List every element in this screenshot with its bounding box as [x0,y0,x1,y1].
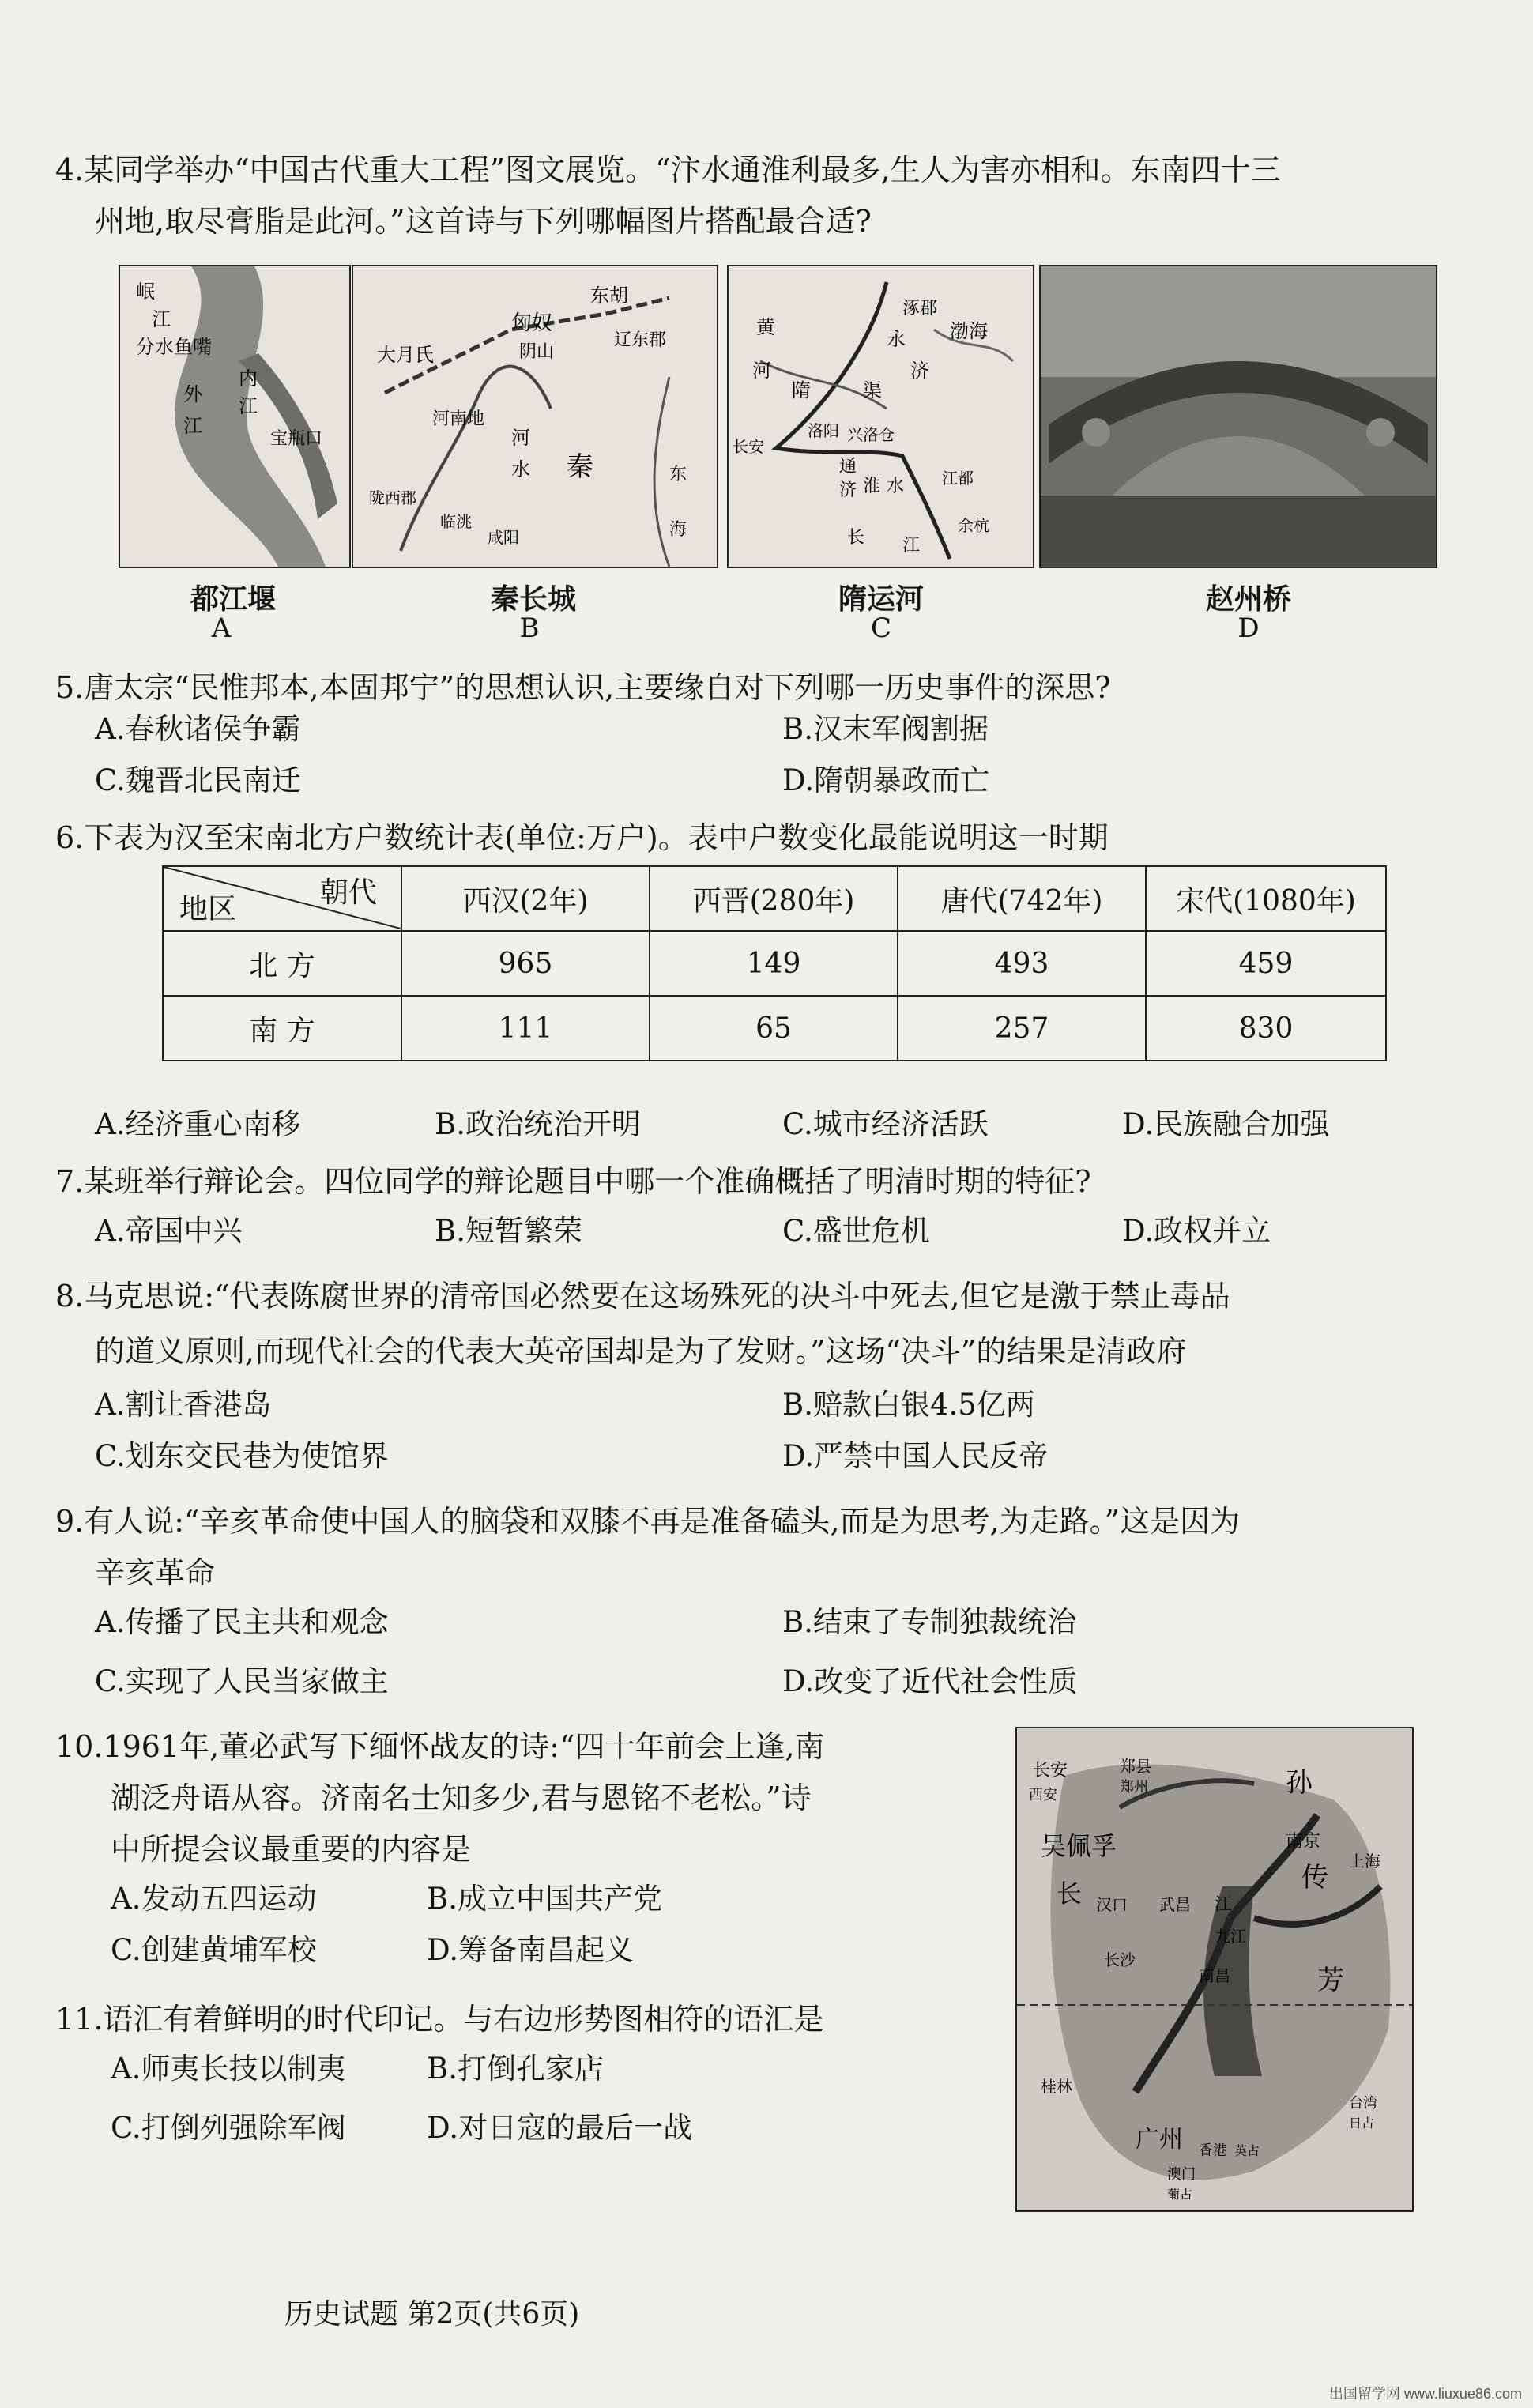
corner-bottom-label: 地区 [179,893,237,925]
q8-stem-line2: 的道义原则,而现代社会的代表大英帝国却是为了发财。”这场“决斗”的结果是清政府 [95,1334,1187,1369]
map-label: 岷 [136,281,155,303]
map-label: 大月氏 [377,344,434,366]
map-label: 水 [887,477,905,496]
q11-stem: 11.语汇有着鲜明的时代印记。与右边形势图相符的语汇是 [55,2002,824,2037]
map-label: 临洮 [440,512,472,531]
table-cell: 459 [1146,931,1386,996]
map-label: 东胡 [590,285,628,307]
q5-stem: 5.唐太宗“民惟邦本,本固邦宁”的思想认识,主要缘自对下列哪一历史事件的深思? [55,670,1111,705]
map-label: 广州 [1136,2126,1183,2154]
map-label: 辽东郡 [614,330,667,350]
map-label: 桂林 [1041,2077,1072,2096]
table-row [163,931,1386,996]
map-label: 匈奴 [511,311,553,335]
q6-stem: 6.下表为汉至宋南北方户数统计表(单位:万户)。表中户数变化最能说明这一时期 [55,820,1109,855]
watermark: 出国留学网 www.liuxue86.com [1328,2386,1522,2402]
map-label: 洛阳 [808,421,839,440]
q9-stem-line2: 辛亥革命 [95,1555,216,1590]
image-c-letter: C [870,612,891,644]
q9-option-d[interactable]: D.改变了近代社会性质 [782,1664,1078,1698]
q9-option-c[interactable]: C.实现了人民当家做主 [95,1664,389,1698]
map-label: 台湾 [1349,2095,1377,2112]
map-label: 长 [1057,1879,1083,1909]
map-label: 隋 [792,379,811,401]
map-label: 渠 [863,379,882,401]
q5-option-b[interactable]: B.汉末军阀割据 [782,712,989,746]
row-label: 北 方 [163,931,401,996]
q8-option-b[interactable]: B.赔款白银4.5亿两 [782,1388,1035,1422]
map-label: 秦 [567,451,593,483]
map-label: 江 [183,415,202,437]
map-label: 上海 [1349,1852,1380,1871]
table-header: 西汉(2年) [401,866,650,931]
q7-option-c[interactable]: C.盛世危机 [782,1214,930,1248]
image-b-caption: 秦长城 [490,582,576,616]
q10-stem-line3: 中所提会议最重要的内容是 [111,1832,472,1867]
q9-option-a[interactable]: A.传播了民主共和观念 [95,1605,389,1639]
table-cell: 149 [650,931,898,996]
image-d-caption: 赵州桥 [1205,582,1291,616]
table-cell: 830 [1146,996,1386,1061]
q8-option-c[interactable]: C.划东交民巷为使馆界 [95,1439,389,1473]
table-cell: 111 [401,996,650,1061]
map-label: 南昌 [1199,1966,1230,1985]
table-cell: 965 [401,931,650,996]
q10-stem-line2: 湖泛舟语从容。济南名士知多少,君与恩铭不老松。”诗 [111,1781,812,1815]
zhaozhou-bridge-drawing [1041,266,1436,567]
q7-option-b[interactable]: B.短暂繁荣 [435,1214,582,1248]
q5-option-c[interactable]: C.魏晋北民南迁 [95,763,301,797]
image-c-caption: 隋运河 [838,582,924,616]
map-label: 渤海 [950,320,988,342]
q6-option-d[interactable]: D.民族融合加强 [1122,1107,1330,1141]
map-label: 外 [183,383,202,405]
table-cell: 257 [898,996,1146,1061]
map-label: 郑州 [1120,1779,1148,1796]
q5-option-d[interactable]: D.隋朝暴政而亡 [782,763,990,797]
household-table [162,865,1387,1061]
map-label: 江 [239,395,258,417]
page-footer: 历史试题 第2页(共6页) [284,2298,580,2331]
map-label: 余杭 [958,516,989,535]
map-label: 水 [511,458,530,480]
map-label: 永 [887,328,906,350]
q8-option-d[interactable]: D.严禁中国人民反帝 [782,1439,1049,1473]
table-header: 唐代(742年) [898,866,1146,931]
q6-option-b[interactable]: B.政治统治开明 [435,1107,641,1141]
q7-option-a[interactable]: A.帝国中兴 [95,1214,243,1248]
map-label: 江都 [942,469,974,488]
qin-great-wall-map [352,265,718,568]
map-label: 河 [511,427,530,449]
image-d-letter: D [1237,612,1260,644]
q8-option-a[interactable]: A.割让香港岛 [95,1388,272,1422]
sui-grand-canal-map [727,265,1034,568]
q11-option-a[interactable]: A.师夷长技以制夷 [111,2052,346,2086]
q8-stem-line1: 8.马克思说:“代表陈腐世界的清帝国必然要在这场殊死的决斗中死去,但它是激于禁止毒品 [55,1279,1230,1313]
map-label: 分水鱼嘴 [136,336,212,358]
map-label: 澳门 [1167,2166,1196,2183]
q7-option-d[interactable]: D.政权并立 [1122,1214,1271,1248]
q11-option-b[interactable]: B.打倒孔家店 [427,2052,604,2086]
map-label: 海 [669,520,687,540]
map-label: 香港 [1199,2142,1227,2159]
map-label: 武昌 [1159,1895,1191,1914]
image-a-caption: 都江堰 [190,582,276,616]
map-label: 葡占 [1167,2187,1193,2202]
northern-expedition-map [1015,1727,1414,2212]
table-cell: 65 [650,996,898,1061]
table-row [163,996,1386,1061]
map-label: 济 [910,360,929,382]
sui-grand-canal-drawing [729,266,1033,567]
qin-great-wall-drawing [353,266,717,567]
map-label: 郑县 [1120,1757,1151,1776]
q7-stem: 7.某班举行辩论会。四位同学的辩论题目中哪一个准确概括了明清时期的特征? [55,1164,1091,1199]
q10-option-a[interactable]: A.发动五四运动 [111,1882,317,1916]
map-label: 日占 [1349,2116,1375,2131]
q9-option-b[interactable]: B.结束了专制独裁统治 [782,1605,1076,1639]
map-label: 英占 [1234,2143,1260,2158]
image-a-letter: A [211,612,232,644]
map-label: 传 [1301,1862,1328,1894]
q6-option-c[interactable]: C.城市经济活跃 [782,1107,989,1141]
q11-option-c[interactable]: C.打倒列强除军阀 [111,2111,346,2145]
map-label: 西安 [1029,1787,1057,1803]
q4-stem-line2: 州地,取尽膏脂是此河。”这首诗与下列哪幅图片搭配最合适? [95,204,872,239]
map-label: 长安 [733,437,764,456]
q11-option-d[interactable]: D.对日寇的最后一战 [427,2111,693,2145]
q6-option-a[interactable]: A.经济重心南移 [95,1107,301,1141]
table-corner [163,866,401,931]
map-label: 阴山 [519,342,555,362]
table-cell: 493 [898,931,1146,996]
map-label: 芳 [1317,1965,1344,1996]
table-header: 西晋(280年) [650,866,898,931]
q4-stem-line1: 4.某同学举办“中国古代重大工程”图文展览。“汴水通淮利最多,生人为害亦相和。东南四十三 [55,153,1281,187]
map-label: 南京 [1286,1832,1321,1852]
map-label: 陇西郡 [369,488,416,507]
map-label: 长 [847,528,865,548]
map-label: 吴佩孚 [1041,1831,1117,1861]
map-label: 兴洛仓 [847,425,895,444]
image-b-letter: B [519,612,540,644]
table-header: 宋代(1080年) [1146,866,1386,931]
map-label: 通 [839,457,857,477]
northern-expedition-drawing [1017,1728,1412,2210]
q10-option-b[interactable]: B.成立中国共产党 [427,1882,662,1916]
map-label: 涿郡 [902,299,938,318]
map-label: 内 [239,367,258,390]
map-label: 咸阳 [488,528,519,547]
q9-stem-line1: 9.有人说:“辛亥革命使中国人的脑袋和双膝不再是准备磕头,而是为思考,为走路。”这是因为 [55,1504,1241,1539]
map-label: 济 [839,480,857,500]
dujiangyan-map-drawing [120,266,349,567]
map-label: 长安 [1033,1761,1068,1781]
map-label: 淮 [863,477,881,496]
map-label: 河 [752,360,771,382]
map-label: 九江 [1215,1927,1246,1946]
map-label: 江 [902,536,921,556]
row-label: 南 方 [163,996,401,1061]
map-label: 宝瓶口 [270,429,323,449]
map-label: 长沙 [1104,1950,1136,1969]
map-label: 汉口 [1096,1895,1128,1914]
map-label: 黄 [756,316,775,338]
dujiangyan-map [119,265,351,568]
map-label: 河南地 [432,409,485,429]
zhaozhou-bridge-photo [1039,265,1437,568]
q10-stem-line1: 10.1961年,董必武写下缅怀战友的诗:“四十年前会上逢,南 [55,1729,825,1764]
q10-option-d[interactable]: D.筹备南昌起义 [427,1933,635,1967]
q10-option-c[interactable]: C.创建黄埔军校 [111,1933,317,1967]
map-label: 江 [1215,1895,1233,1915]
map-label: 孙 [1286,1767,1313,1799]
corner-top-label: 朝代 [319,876,377,909]
q5-option-a[interactable]: A.春秋诸侯争霸 [95,712,301,746]
map-label: 东 [669,465,687,484]
map-label: 江 [152,308,171,330]
